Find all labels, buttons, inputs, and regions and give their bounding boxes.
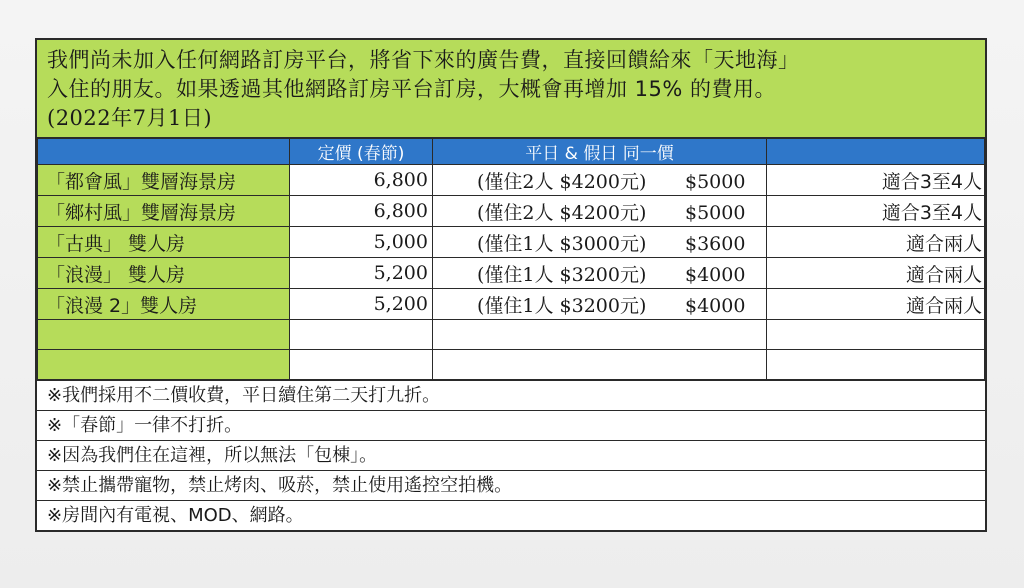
room-name: 「浪漫 2」雙人房 bbox=[38, 289, 290, 320]
room-weekday-two: (僅住1人 $3000元) bbox=[477, 232, 647, 255]
room-capacity: 適合3至4人 bbox=[767, 196, 985, 227]
intro-block bbox=[37, 40, 985, 138]
empty-cell bbox=[433, 320, 767, 350]
room-capacity: 適合兩人 bbox=[767, 258, 985, 289]
room-price: 6,800 bbox=[290, 196, 433, 227]
room-name: 「鄉村風」雙層海景房 bbox=[38, 196, 290, 227]
room-capacity: 適合兩人 bbox=[767, 227, 985, 258]
room-weekday-full: $5000 bbox=[685, 170, 746, 193]
header-list-price: 定價 (春節) bbox=[290, 139, 433, 165]
room-weekday-price bbox=[433, 165, 767, 196]
intro-line-1: 我們尚未加入任何網路訂房平台，將省下來的廣告費，直接回饋給來「天地海」 bbox=[47, 48, 800, 72]
room-price-table bbox=[37, 138, 985, 380]
price-notice bbox=[35, 38, 987, 532]
table-row bbox=[38, 165, 985, 196]
header-weekday-price: 平日 & 假日 同一價 bbox=[433, 139, 767, 165]
room-weekday-two: (僅住1人 $3200元) bbox=[477, 263, 647, 286]
room-weekday-two: (僅住1人 $3200元) bbox=[477, 294, 647, 317]
empty-cell bbox=[38, 350, 290, 380]
note-item: ※「春節」一律不打折。 bbox=[37, 411, 985, 441]
empty-cell bbox=[290, 320, 433, 350]
room-weekday-price bbox=[433, 258, 767, 289]
note-item: ※禁止攜帶寵物，禁止烤肉、吸菸，禁止使用遙控空拍機。 bbox=[37, 471, 985, 501]
header-capacity bbox=[767, 139, 985, 165]
room-weekday-full: $4000 bbox=[685, 263, 746, 286]
table-row bbox=[38, 196, 985, 227]
room-capacity: 適合3至4人 bbox=[767, 165, 985, 196]
room-weekday-two: (僅住2人 $4200元) bbox=[477, 201, 647, 224]
table-row bbox=[38, 258, 985, 289]
empty-cell bbox=[290, 350, 433, 380]
room-weekday-full: $3600 bbox=[685, 232, 746, 255]
room-weekday-price bbox=[433, 227, 767, 258]
empty-cell bbox=[767, 320, 985, 350]
room-name: 「都會風」雙層海景房 bbox=[38, 165, 290, 196]
empty-cell bbox=[433, 350, 767, 380]
room-weekday-two: (僅住2人 $4200元) bbox=[477, 170, 647, 193]
note-item: ※房間內有電視、MOD、網路。 bbox=[47, 505, 304, 526]
room-price: 5,200 bbox=[290, 289, 433, 320]
intro-line-2: 入住的朋友。如果透過其他網路訂房平台訂房，大概會再增加 15% 的費用。 bbox=[47, 77, 777, 101]
header-room bbox=[38, 139, 290, 165]
room-weekday-price bbox=[433, 289, 767, 320]
note-item: ※因為我們住在這裡，所以無法「包棟」。 bbox=[37, 441, 985, 471]
empty-row bbox=[38, 320, 985, 350]
room-price: 5,000 bbox=[290, 227, 433, 258]
note-item: ※我們採用不二價收費，平日續住第二天打九折。 bbox=[37, 381, 985, 411]
room-price: 5,200 bbox=[290, 258, 433, 289]
room-price: 6,800 bbox=[290, 165, 433, 196]
table-row bbox=[38, 289, 985, 320]
room-capacity: 適合兩人 bbox=[767, 289, 985, 320]
table-row bbox=[38, 227, 985, 258]
intro-date: (2022年7月1日) bbox=[47, 106, 213, 130]
room-weekday-full: $4000 bbox=[685, 294, 746, 317]
empty-cell bbox=[767, 350, 985, 380]
room-name: 「古典」 雙人房 bbox=[38, 227, 290, 258]
empty-row bbox=[38, 350, 985, 380]
room-weekday-price bbox=[433, 196, 767, 227]
room-weekday-full: $5000 bbox=[685, 201, 746, 224]
table-header-row bbox=[38, 139, 985, 165]
notes-block bbox=[37, 380, 985, 530]
empty-cell bbox=[38, 320, 290, 350]
room-name: 「浪漫」 雙人房 bbox=[38, 258, 290, 289]
